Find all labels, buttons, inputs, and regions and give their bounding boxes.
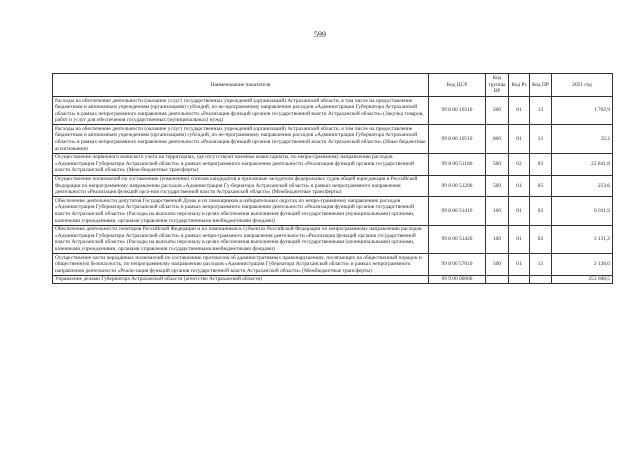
row-csr: 99 8 00 10510 bbox=[429, 97, 486, 125]
row-rz: 01 bbox=[509, 254, 530, 276]
row-rz: 01 bbox=[509, 125, 530, 153]
row-pr: 13 bbox=[530, 97, 552, 125]
row-pr: 03 bbox=[530, 197, 552, 225]
row-name: Обеспечение деятельности депутатов Государственной Думы и их помощников в избирательных округах по непро-граммному направлению расходов «Администрация Губернатора Астраханской области» в рамках непрограммного направления деятельности «Реализация функций органов государственной власти Астраханской области» (Расходы на выплаты персоналу в целях обеспечения выполнения функций государственными (муниципальными) органами, казенными учреждениями, органами управления государственными внебюджетными фондами) bbox=[53, 197, 429, 225]
row-amount: 32,2 bbox=[552, 125, 613, 153]
row-csr: 99 9 00 00000 bbox=[429, 275, 486, 284]
row-rz: 01 bbox=[509, 225, 530, 253]
row-group: 500 bbox=[486, 254, 509, 276]
table-row bbox=[53, 275, 613, 284]
row-name: Осуществление первичного воинского учета на территориях, где отсутствуют военные комиссариаты, по непро-граммному направлению расходов «Администрация Губернатора Астраханской области» в рамках непрограммного направления деятельности «Реализация функций органов государственной власти Астраханской области» (Меж-бюджетные трансферты) bbox=[53, 153, 429, 175]
row-name: Управление делами Губернатора Астраханской области (агентство Астраханской области) bbox=[53, 275, 429, 284]
row-pr: 03 bbox=[530, 225, 552, 253]
row-csr: 99 8 00 51420 bbox=[429, 225, 486, 253]
table-header-row bbox=[53, 74, 613, 97]
row-pr bbox=[530, 275, 552, 284]
row-amount: 253 608,5 bbox=[552, 275, 613, 284]
row-rz: 01 bbox=[509, 175, 530, 197]
row-amount: 22 841,8 bbox=[552, 153, 613, 175]
row-group: 500 bbox=[486, 175, 509, 197]
table-row bbox=[53, 125, 613, 153]
row-csr: 99 8 00 57010 bbox=[429, 254, 486, 276]
header-group: Код группы ВР bbox=[486, 74, 509, 97]
row-name: Обеспечение деятельности сенаторов Российской Федерации и их помощников в субъектах Российской Федерации по непрограммному направлению расходов «Администрация Губернатора Астраханской области» в рамках непро-граммного направления деятельности «Реализация функций органов государственной власти Астраханской области» (Расходы на выплаты персоналу в целях обеспечения выполнения функций государственными (муниципальными) органами, казенными учреждениями, органами управления государственными внебюджетными фондами) bbox=[53, 225, 429, 253]
header-year: 2021 год bbox=[552, 74, 613, 97]
row-amount: 3 131,2 bbox=[552, 225, 613, 253]
row-rz bbox=[509, 275, 530, 284]
row-group: 100 bbox=[486, 197, 509, 225]
header-csr: Код ЦСР bbox=[429, 74, 486, 97]
header-rz: Код Рз bbox=[509, 74, 530, 97]
row-rz: 02 bbox=[509, 153, 530, 175]
table-row bbox=[53, 225, 613, 253]
row-pr: 05 bbox=[530, 175, 552, 197]
row-name: Осуществление части переданных полномочий по составлению протоколов об административных правонарушениях, посягающих на общественный порядок и общественную безопасность, по непрограммному направлению расходов «Администрация Губернатора Астраханской области» в рамках непрограммного направления деятельности «Реали-зация функций органов государственной власти Астраханской области» (Межбюджетные трансферты) bbox=[53, 254, 429, 276]
row-rz: 01 bbox=[509, 197, 530, 225]
row-pr: 13 bbox=[530, 125, 552, 153]
row-group: 800 bbox=[486, 125, 509, 153]
table-row bbox=[53, 97, 613, 125]
row-name: Осуществление полномочий по составлению (изменению) списков кандидатов в присяжные заседатели федеральных судов общей юрисдикции в Российской Федерации по непрограммному направлению расходов «Администрация Гу-бернатора Астраханской области» в рамках непрограммного направления деятельности «Реализация функций орга-нов государственной власти Астраханской области» (Межбюджетные трансферты) bbox=[53, 175, 429, 197]
row-group: 500 bbox=[486, 153, 509, 175]
table-row bbox=[53, 197, 613, 225]
row-amount: 253,6 bbox=[552, 175, 613, 197]
row-amount: 2 128,0 bbox=[552, 254, 613, 276]
row-pr: 13 bbox=[530, 254, 552, 276]
row-name: Расходы на обеспечение деятельности (оказание услуг) государственных учреждений (организаций) Астраханской области, в том числе на предоставление бюджетным и автономным учреждениям (организациям) субсидий, по не-программному направлению расходов «Администрация Губернатора Астраханской области» в рамках непрограммного направления деятельности «Реализация функций органов государственной власти Астраханской области» (Иные бюджетные ассигнования) bbox=[53, 125, 429, 153]
row-csr: 99 8 00 51410 bbox=[429, 197, 486, 225]
table-row bbox=[53, 254, 613, 276]
row-csr: 99 8 00 51180 bbox=[429, 153, 486, 175]
row-csr: 99 8 00 10510 bbox=[429, 125, 486, 153]
table-row bbox=[53, 153, 613, 175]
row-rz: 01 bbox=[509, 97, 530, 125]
header-name: Наименование показателя bbox=[53, 74, 429, 97]
table-row bbox=[53, 175, 613, 197]
row-group: 200 bbox=[486, 97, 509, 125]
page-number: 599 bbox=[314, 30, 326, 39]
row-pr: 03 bbox=[530, 153, 552, 175]
header-pr: Код ПР bbox=[530, 74, 552, 97]
budget-table bbox=[52, 73, 613, 284]
row-csr: 99 8 00 51200 bbox=[429, 175, 486, 197]
row-amount: 6 011,9 bbox=[552, 197, 613, 225]
row-group bbox=[486, 275, 509, 284]
row-name: Расходы на обеспечение деятельности (оказание услуг) государственных учреждений (организаций) Астраханской области, в том числе на предоставление бюджетным и автономным учреждениям (организациям) субсидий, по не-программному направлению расходов «Администрация Губернатора Астраханской области» в рамках непрограммного направления деятельности «Реализация функций органов государственной власти Астраханской области» (Закупка товаров, работ и услуг для обеспечения государственных (муниципальных) нужд) bbox=[53, 97, 429, 125]
row-group: 100 bbox=[486, 225, 509, 253]
row-amount: 1 702,9 bbox=[552, 97, 613, 125]
